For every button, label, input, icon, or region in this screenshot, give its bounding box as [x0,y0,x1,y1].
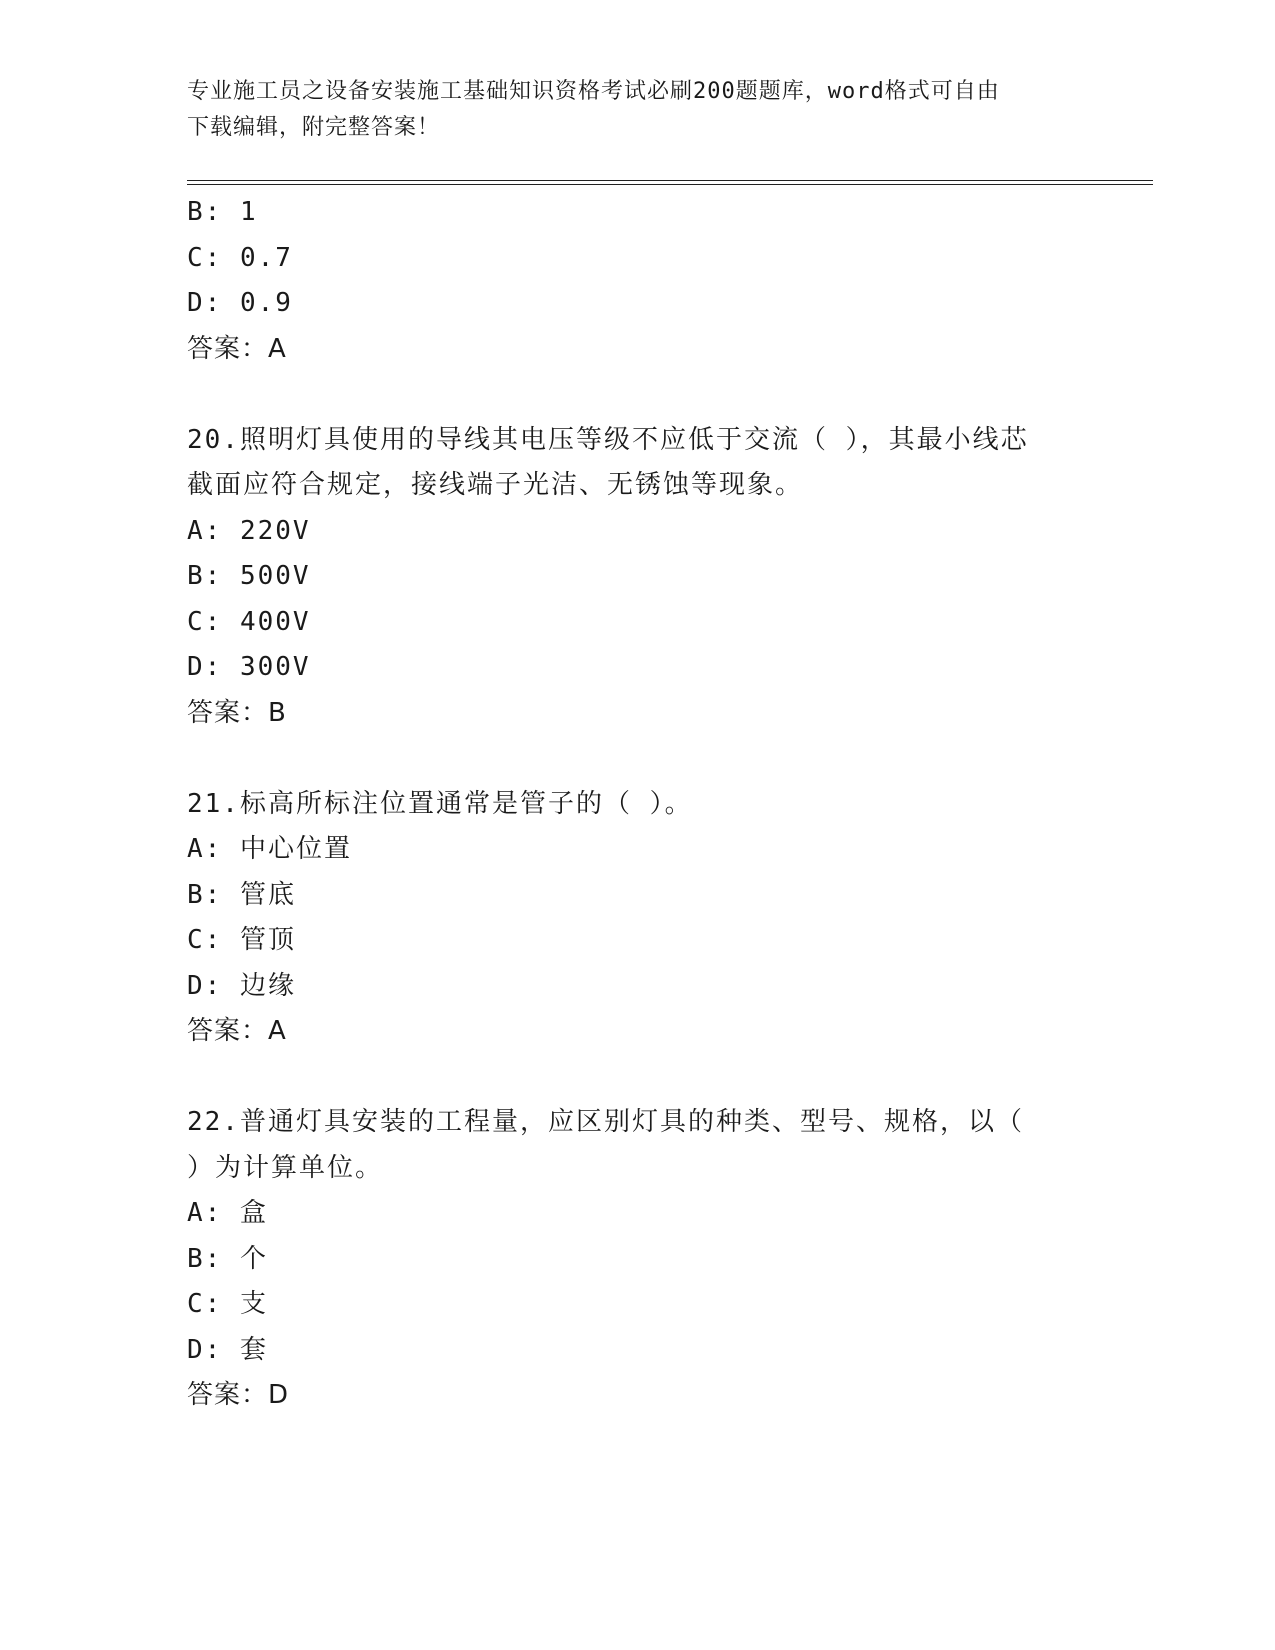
option-a: A: 中心位置 [187,834,352,864]
option-d: D: 0.9 [187,288,293,318]
option-c: C: 400V [187,606,311,637]
option-a: A: 220V [187,515,311,546]
option-b: B: 500V [187,561,311,591]
option-d: D: 边缘 [187,970,296,1001]
question-list [187,190,1087,1419]
prev-question-options [187,190,1087,327]
question-text: 21.标高所标注位置通常是管子的（ ）。 [187,788,693,819]
spacer [187,736,1087,782]
answer-line: 答案：D [187,1380,290,1410]
option-b: B: 管底 [187,879,296,910]
option-c: C: 0.7 [187,242,293,273]
answer-line: 答案：A [187,1016,287,1046]
option-c: C: 支 [187,1289,268,1319]
question-text: 22.普通灯具安装的工程量，应区别灯具的种类、型号、规格，以（ [187,1107,1024,1137]
option-d: D: 300V [187,652,311,682]
document-header [187,74,1067,146]
option-c: C: 管顶 [187,925,296,955]
question-text: 20.照明灯具使用的导线其电压等级不应低于交流（ ），其最小线芯 [187,424,1029,455]
question-22 [187,1100,1087,1419]
header-line-2: 下载编辑，附完整答案！ [187,115,441,140]
answer-line: 答案：A [187,333,287,364]
question-20 [187,418,1087,737]
question-text: 截面应符合规定，接线端子光洁、无锈蚀等现象。 [187,470,804,500]
question-text: ）为计算单位。 [187,1152,384,1183]
header-line-1: 专业施工员之设备安装施工基础知识资格考试必刷200题题库，word格式可自由 [187,79,1000,104]
header-divider [187,180,1153,185]
spacer [187,372,1087,418]
answer-line: 答案：B [187,697,287,728]
option-d: D: 套 [187,1334,268,1365]
option-a: A: 盒 [187,1198,268,1228]
question-21 [187,782,1087,1055]
spacer [187,1055,1087,1101]
option-b: B: 1 [187,197,258,227]
option-b: B: 个 [187,1243,268,1274]
